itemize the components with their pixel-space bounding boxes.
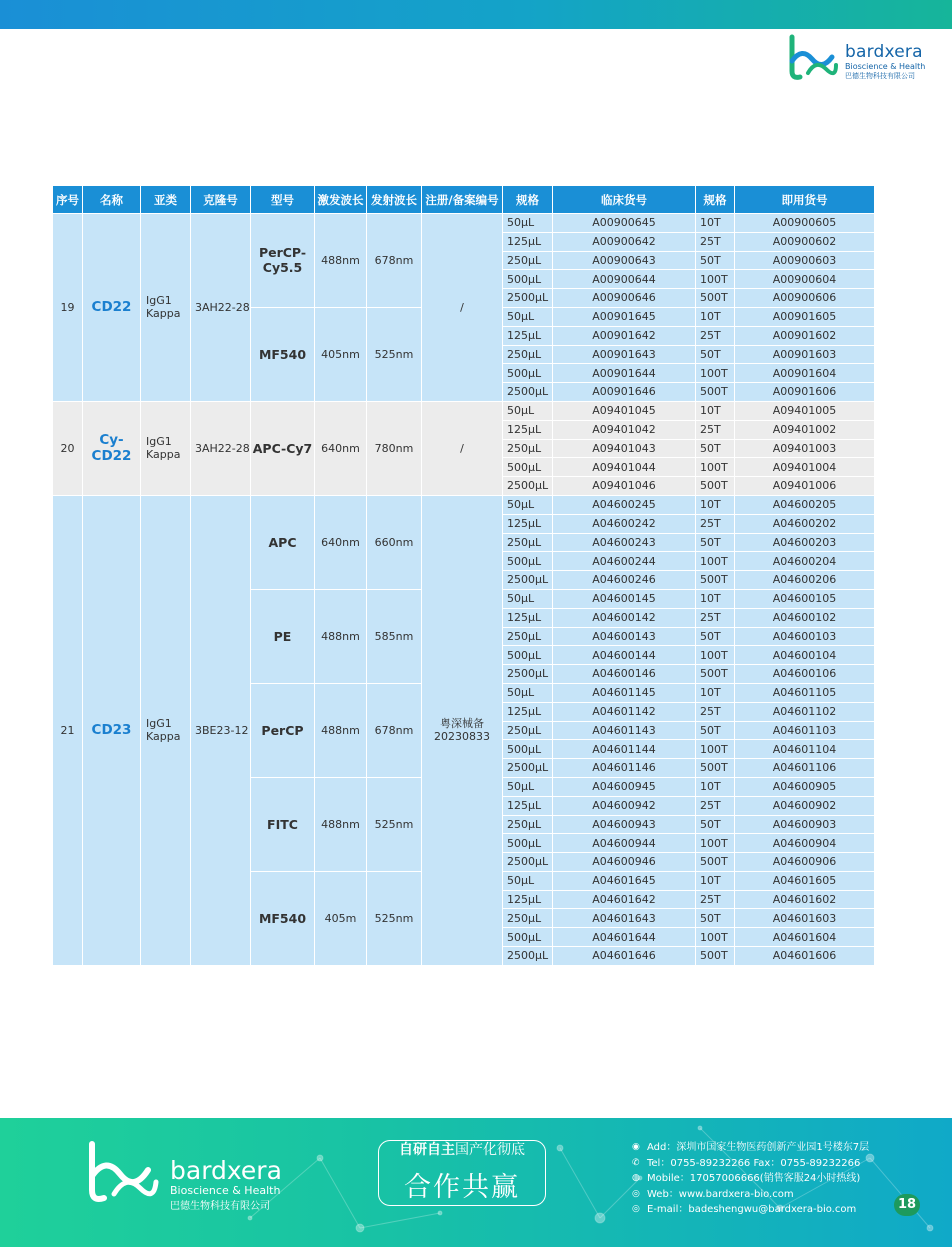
ready-code: A04600103: [735, 627, 875, 646]
spec-tests: 25T: [696, 420, 735, 439]
spec-volume: 50μL: [503, 871, 553, 890]
spec-volume: 2500μL: [503, 571, 553, 590]
header-registration: 注册/备案编号: [422, 186, 503, 214]
clinical-code: A04601146: [553, 759, 696, 778]
brand-tagline-cn: 巴德生物科技有限公司: [845, 72, 915, 80]
header-excitation: 激发波长: [315, 186, 367, 214]
slogan-bold: 自研自主: [399, 1142, 455, 1158]
row-index: 19: [53, 214, 83, 402]
emission-wavelength: 678nm: [367, 683, 422, 777]
ready-code: A04601602: [735, 890, 875, 909]
spec-tests: 50T: [696, 439, 735, 458]
emission-wavelength: 660nm: [367, 495, 422, 589]
location-icon: ◉: [632, 1142, 640, 1152]
spec-volume: 50μL: [503, 401, 553, 420]
spec-volume: 50μL: [503, 683, 553, 702]
contact-phone: [632, 1156, 869, 1172]
subclass: IgG1 Kappa: [141, 214, 191, 402]
contact-mobile-text: Mobile：17057006666(销售客服24小时热线): [647, 1173, 861, 1184]
spec-volume: 125μL: [503, 796, 553, 815]
clinical-code: A04600944: [553, 834, 696, 853]
header-clone: 克隆号: [191, 186, 251, 214]
spec-volume: 125μL: [503, 420, 553, 439]
ready-code: A04600104: [735, 646, 875, 665]
spec-tests: 500T: [696, 665, 735, 684]
table-row: [53, 495, 875, 514]
clinical-code: A00901645: [553, 307, 696, 326]
clinical-code: A04600246: [553, 571, 696, 590]
ready-code: A04601105: [735, 683, 875, 702]
slogan-box: [378, 1140, 546, 1206]
clinical-code: A04601143: [553, 721, 696, 740]
clinical-code: A04601142: [553, 702, 696, 721]
ready-code: A04600204: [735, 552, 875, 571]
clone-number: 3AH22-28: [191, 401, 251, 495]
ready-code: A04601104: [735, 740, 875, 759]
excitation-wavelength: 405m: [315, 871, 367, 965]
spec-volume: 125μL: [503, 514, 553, 533]
contact-web: [632, 1187, 869, 1203]
spec-volume: 50μL: [503, 214, 553, 233]
slogan-line-2: 合作共赢: [404, 1172, 520, 1203]
spec-tests: 500T: [696, 759, 735, 778]
product-table: [52, 186, 875, 966]
clinical-code: A04600245: [553, 495, 696, 514]
clinical-code: A09401046: [553, 477, 696, 496]
product-name: Cy-CD22: [83, 401, 141, 495]
spec-volume: 250μL: [503, 345, 553, 364]
ready-code: A04601606: [735, 947, 875, 966]
ready-code: A04600203: [735, 533, 875, 552]
clinical-code: A04600942: [553, 796, 696, 815]
ready-code: A04600202: [735, 514, 875, 533]
model-name: MF540: [251, 307, 315, 401]
spec-tests: 10T: [696, 495, 735, 514]
ready-code: A00900605: [735, 214, 875, 233]
header-ready-code: 即用货号: [735, 186, 875, 214]
footer-brand-tagline-cn: 巴德生物科技有限公司: [170, 1201, 270, 1212]
ready-code: A04600902: [735, 796, 875, 815]
spec-volume: 250μL: [503, 815, 553, 834]
footer-brand-name: bardxera: [170, 1156, 282, 1185]
registration-number: /: [422, 214, 503, 402]
contact-phone-text: Tel：0755-89232266 Fax：0755-89232266: [647, 1157, 861, 1169]
ready-code: A04600106: [735, 665, 875, 684]
spec-tests: 10T: [696, 871, 735, 890]
spec-tests: 100T: [696, 834, 735, 853]
page-number: 18: [894, 1194, 920, 1216]
spec-volume: 125μL: [503, 232, 553, 251]
spec-volume: 500μL: [503, 740, 553, 759]
slogan-line-1: [379, 1139, 545, 1159]
clinical-code: A04601644: [553, 928, 696, 947]
brand-logo-top: [786, 33, 926, 83]
spec-tests: 500T: [696, 571, 735, 590]
spec-volume: 500μL: [503, 834, 553, 853]
spec-volume: 500μL: [503, 270, 553, 289]
ready-code: A00901606: [735, 383, 875, 402]
phone-icon: ✆: [632, 1157, 640, 1168]
emission-wavelength: 780nm: [367, 401, 422, 495]
clinical-code: A04601646: [553, 947, 696, 966]
spec-volume: 250μL: [503, 627, 553, 646]
spec-volume: 125μL: [503, 326, 553, 345]
emission-wavelength: 525nm: [367, 777, 422, 871]
spec-volume: 250μL: [503, 251, 553, 270]
model-name: MF540: [251, 871, 315, 965]
registration-number: /: [422, 401, 503, 495]
clinical-code: A00900644: [553, 270, 696, 289]
spec-volume: 250μL: [503, 439, 553, 458]
emission-wavelength: 525nm: [367, 307, 422, 401]
slogan-rest: 国产化彻底: [455, 1142, 525, 1158]
clinical-code: A04600142: [553, 608, 696, 627]
excitation-wavelength: 405nm: [315, 307, 367, 401]
ready-code: A04600205: [735, 495, 875, 514]
spec-tests: 25T: [696, 232, 735, 251]
clinical-code: A04601145: [553, 683, 696, 702]
spec-volume: 500μL: [503, 364, 553, 383]
spec-volume: 500μL: [503, 552, 553, 571]
spec-tests: 10T: [696, 683, 735, 702]
spec-tests: 100T: [696, 928, 735, 947]
model-name: APC: [251, 495, 315, 589]
ready-code: A04601106: [735, 759, 875, 778]
clinical-code: A04601642: [553, 890, 696, 909]
ready-code: A09401005: [735, 401, 875, 420]
contact-mobile: [632, 1171, 869, 1187]
clinical-code: A04600146: [553, 665, 696, 684]
spec-volume: 125μL: [503, 702, 553, 721]
clinical-code: A04600945: [553, 777, 696, 796]
clinical-code: A00900646: [553, 289, 696, 308]
clinical-code: A09401042: [553, 420, 696, 439]
spec-tests: 25T: [696, 796, 735, 815]
footer: [0, 1118, 952, 1247]
spec-tests: 25T: [696, 702, 735, 721]
spec-tests: 25T: [696, 326, 735, 345]
spec-volume: 2500μL: [503, 477, 553, 496]
ready-code: A04600903: [735, 815, 875, 834]
clone-number: 3AH22-28: [191, 214, 251, 402]
model-name: PE: [251, 589, 315, 683]
ready-code: A04600906: [735, 853, 875, 872]
ready-code: A04600105: [735, 589, 875, 608]
excitation-wavelength: 488nm: [315, 589, 367, 683]
spec-tests: 50T: [696, 721, 735, 740]
spec-volume: 50μL: [503, 589, 553, 608]
web-icon: ◎: [632, 1188, 640, 1199]
model-name: FITC: [251, 777, 315, 871]
contact-info: [632, 1140, 869, 1218]
spec-volume: 2500μL: [503, 759, 553, 778]
header-name: 名称: [83, 186, 141, 214]
ready-code: A00901604: [735, 364, 875, 383]
spec-volume: 250μL: [503, 721, 553, 740]
spec-tests: 100T: [696, 458, 735, 477]
subclass: IgG1 Kappa: [141, 401, 191, 495]
ready-code: A00900603: [735, 251, 875, 270]
contact-web-text[interactable]: Web：www.bardxera-bio.com: [647, 1188, 794, 1200]
spec-tests: 100T: [696, 646, 735, 665]
excitation-wavelength: 640nm: [315, 401, 367, 495]
header-subclass: 亚类: [141, 186, 191, 214]
spec-tests: 10T: [696, 401, 735, 420]
spec-volume: 2500μL: [503, 383, 553, 402]
clinical-code: A04600243: [553, 533, 696, 552]
ready-code: A09401006: [735, 477, 875, 496]
ready-code: A04601603: [735, 909, 875, 928]
spec-tests: 100T: [696, 552, 735, 571]
spec-tests: 50T: [696, 251, 735, 270]
ready-code: A04600905: [735, 777, 875, 796]
spec-volume: 500μL: [503, 646, 553, 665]
clinical-code: A04601645: [553, 871, 696, 890]
spec-tests: 500T: [696, 383, 735, 402]
spec-tests: 50T: [696, 627, 735, 646]
ready-code: A00900606: [735, 289, 875, 308]
header-model: 型号: [251, 186, 315, 214]
ready-code: A09401004: [735, 458, 875, 477]
clinical-code: A04601643: [553, 909, 696, 928]
clinical-code: A04601144: [553, 740, 696, 759]
spec-tests: 25T: [696, 514, 735, 533]
spec-volume: 50μL: [503, 495, 553, 514]
contact-address-text: Add：深圳市国家生物医药创新产业园1号楼东7层: [647, 1142, 870, 1153]
spec-tests: 10T: [696, 777, 735, 796]
spec-tests: 500T: [696, 947, 735, 966]
ready-code: A00901602: [735, 326, 875, 345]
clinical-code: A04600943: [553, 815, 696, 834]
ready-code: A04601103: [735, 721, 875, 740]
model-name: PerCP: [251, 683, 315, 777]
contact-email: [632, 1202, 869, 1218]
spec-tests: 50T: [696, 533, 735, 552]
spec-volume: 125μL: [503, 608, 553, 627]
spec-tests: 25T: [696, 608, 735, 627]
email-icon: ◎: [632, 1204, 640, 1214]
clinical-code: A04600242: [553, 514, 696, 533]
spec-volume: 500μL: [503, 928, 553, 947]
header-spec: 规格: [503, 186, 553, 214]
spec-tests: 100T: [696, 740, 735, 759]
emission-wavelength: 525nm: [367, 871, 422, 965]
spec-volume: 250μL: [503, 909, 553, 928]
spec-volume: 50μL: [503, 777, 553, 796]
subclass: IgG1 Kappa: [141, 495, 191, 965]
excitation-wavelength: 488nm: [315, 214, 367, 308]
clinical-code: A04600244: [553, 552, 696, 571]
spec-volume: 2500μL: [503, 947, 553, 966]
ready-code: A04600904: [735, 834, 875, 853]
row-index: 21: [53, 495, 83, 965]
clinical-code: A00900643: [553, 251, 696, 270]
product-name: CD23: [83, 495, 141, 965]
spec-tests: 500T: [696, 853, 735, 872]
ready-code: A00901605: [735, 307, 875, 326]
ready-code: A09401002: [735, 420, 875, 439]
header-clinical-code: 临床货号: [553, 186, 696, 214]
emission-wavelength: 585nm: [367, 589, 422, 683]
table-body: [53, 214, 875, 966]
table-header-row: [53, 186, 875, 214]
spec-tests: 10T: [696, 214, 735, 233]
ready-code: A00901603: [735, 345, 875, 364]
clinical-code: A04600144: [553, 646, 696, 665]
registration-number: 粤深械备 20230833: [422, 495, 503, 965]
spec-volume: 50μL: [503, 307, 553, 326]
contact-email-text[interactable]: E-mail：badeshengwu@bardxera-bio.com: [647, 1204, 857, 1215]
clinical-code: A00901644: [553, 364, 696, 383]
header-spec-2: 规格: [696, 186, 735, 214]
spec-tests: 10T: [696, 589, 735, 608]
spec-volume: 2500μL: [503, 289, 553, 308]
table-row: [53, 214, 875, 233]
clinical-code: A09401044: [553, 458, 696, 477]
brand-logo-footer: [84, 1138, 284, 1212]
brand-tagline-en: Bioscience & Health: [845, 62, 926, 71]
spec-volume: 500μL: [503, 458, 553, 477]
ready-code: A09401003: [735, 439, 875, 458]
clinical-code: A04600946: [553, 853, 696, 872]
spec-tests: 500T: [696, 289, 735, 308]
footer-brand-tagline-en: Bioscience & Health: [170, 1184, 281, 1197]
ready-code: A04600206: [735, 571, 875, 590]
brand-name: bardxera: [845, 42, 923, 62]
clinical-code: A00901643: [553, 345, 696, 364]
header-emission: 发射波长: [367, 186, 422, 214]
ready-code: A04601605: [735, 871, 875, 890]
clinical-code: A09401043: [553, 439, 696, 458]
clinical-code: A00900642: [553, 232, 696, 251]
clinical-code: A00901642: [553, 326, 696, 345]
product-name: CD22: [83, 214, 141, 402]
spec-volume: 2500μL: [503, 665, 553, 684]
mobile-icon: ◍: [632, 1173, 640, 1183]
excitation-wavelength: 488nm: [315, 777, 367, 871]
spec-volume: 125μL: [503, 890, 553, 909]
excitation-wavelength: 488nm: [315, 683, 367, 777]
header-index: 序号: [53, 186, 83, 214]
clinical-code: A09401045: [553, 401, 696, 420]
ready-code: A00900602: [735, 232, 875, 251]
spec-tests: 50T: [696, 909, 735, 928]
spec-tests: 10T: [696, 307, 735, 326]
top-banner: [0, 0, 952, 29]
spec-tests: 100T: [696, 270, 735, 289]
spec-tests: 500T: [696, 477, 735, 496]
ready-code: A04601102: [735, 702, 875, 721]
table-row: [53, 401, 875, 420]
bardxera-logo-icon: [786, 33, 842, 83]
clinical-code: A00900645: [553, 214, 696, 233]
row-index: 20: [53, 401, 83, 495]
spec-tests: 50T: [696, 345, 735, 364]
ready-code: A00900604: [735, 270, 875, 289]
contact-address: [632, 1140, 869, 1156]
bardxera-logo-icon-footer: [84, 1138, 164, 1208]
clinical-code: A04600143: [553, 627, 696, 646]
clinical-code: A04600145: [553, 589, 696, 608]
emission-wavelength: 678nm: [367, 214, 422, 308]
spec-tests: 50T: [696, 815, 735, 834]
ready-code: A04601604: [735, 928, 875, 947]
spec-tests: 100T: [696, 364, 735, 383]
model-name: PerCP-Cy5.5: [251, 214, 315, 308]
spec-tests: 25T: [696, 890, 735, 909]
ready-code: A04600102: [735, 608, 875, 627]
clone-number: 3BE23-12: [191, 495, 251, 965]
excitation-wavelength: 640nm: [315, 495, 367, 589]
clinical-code: A00901646: [553, 383, 696, 402]
spec-volume: 250μL: [503, 533, 553, 552]
spec-volume: 2500μL: [503, 853, 553, 872]
model-name: APC-Cy7: [251, 401, 315, 495]
